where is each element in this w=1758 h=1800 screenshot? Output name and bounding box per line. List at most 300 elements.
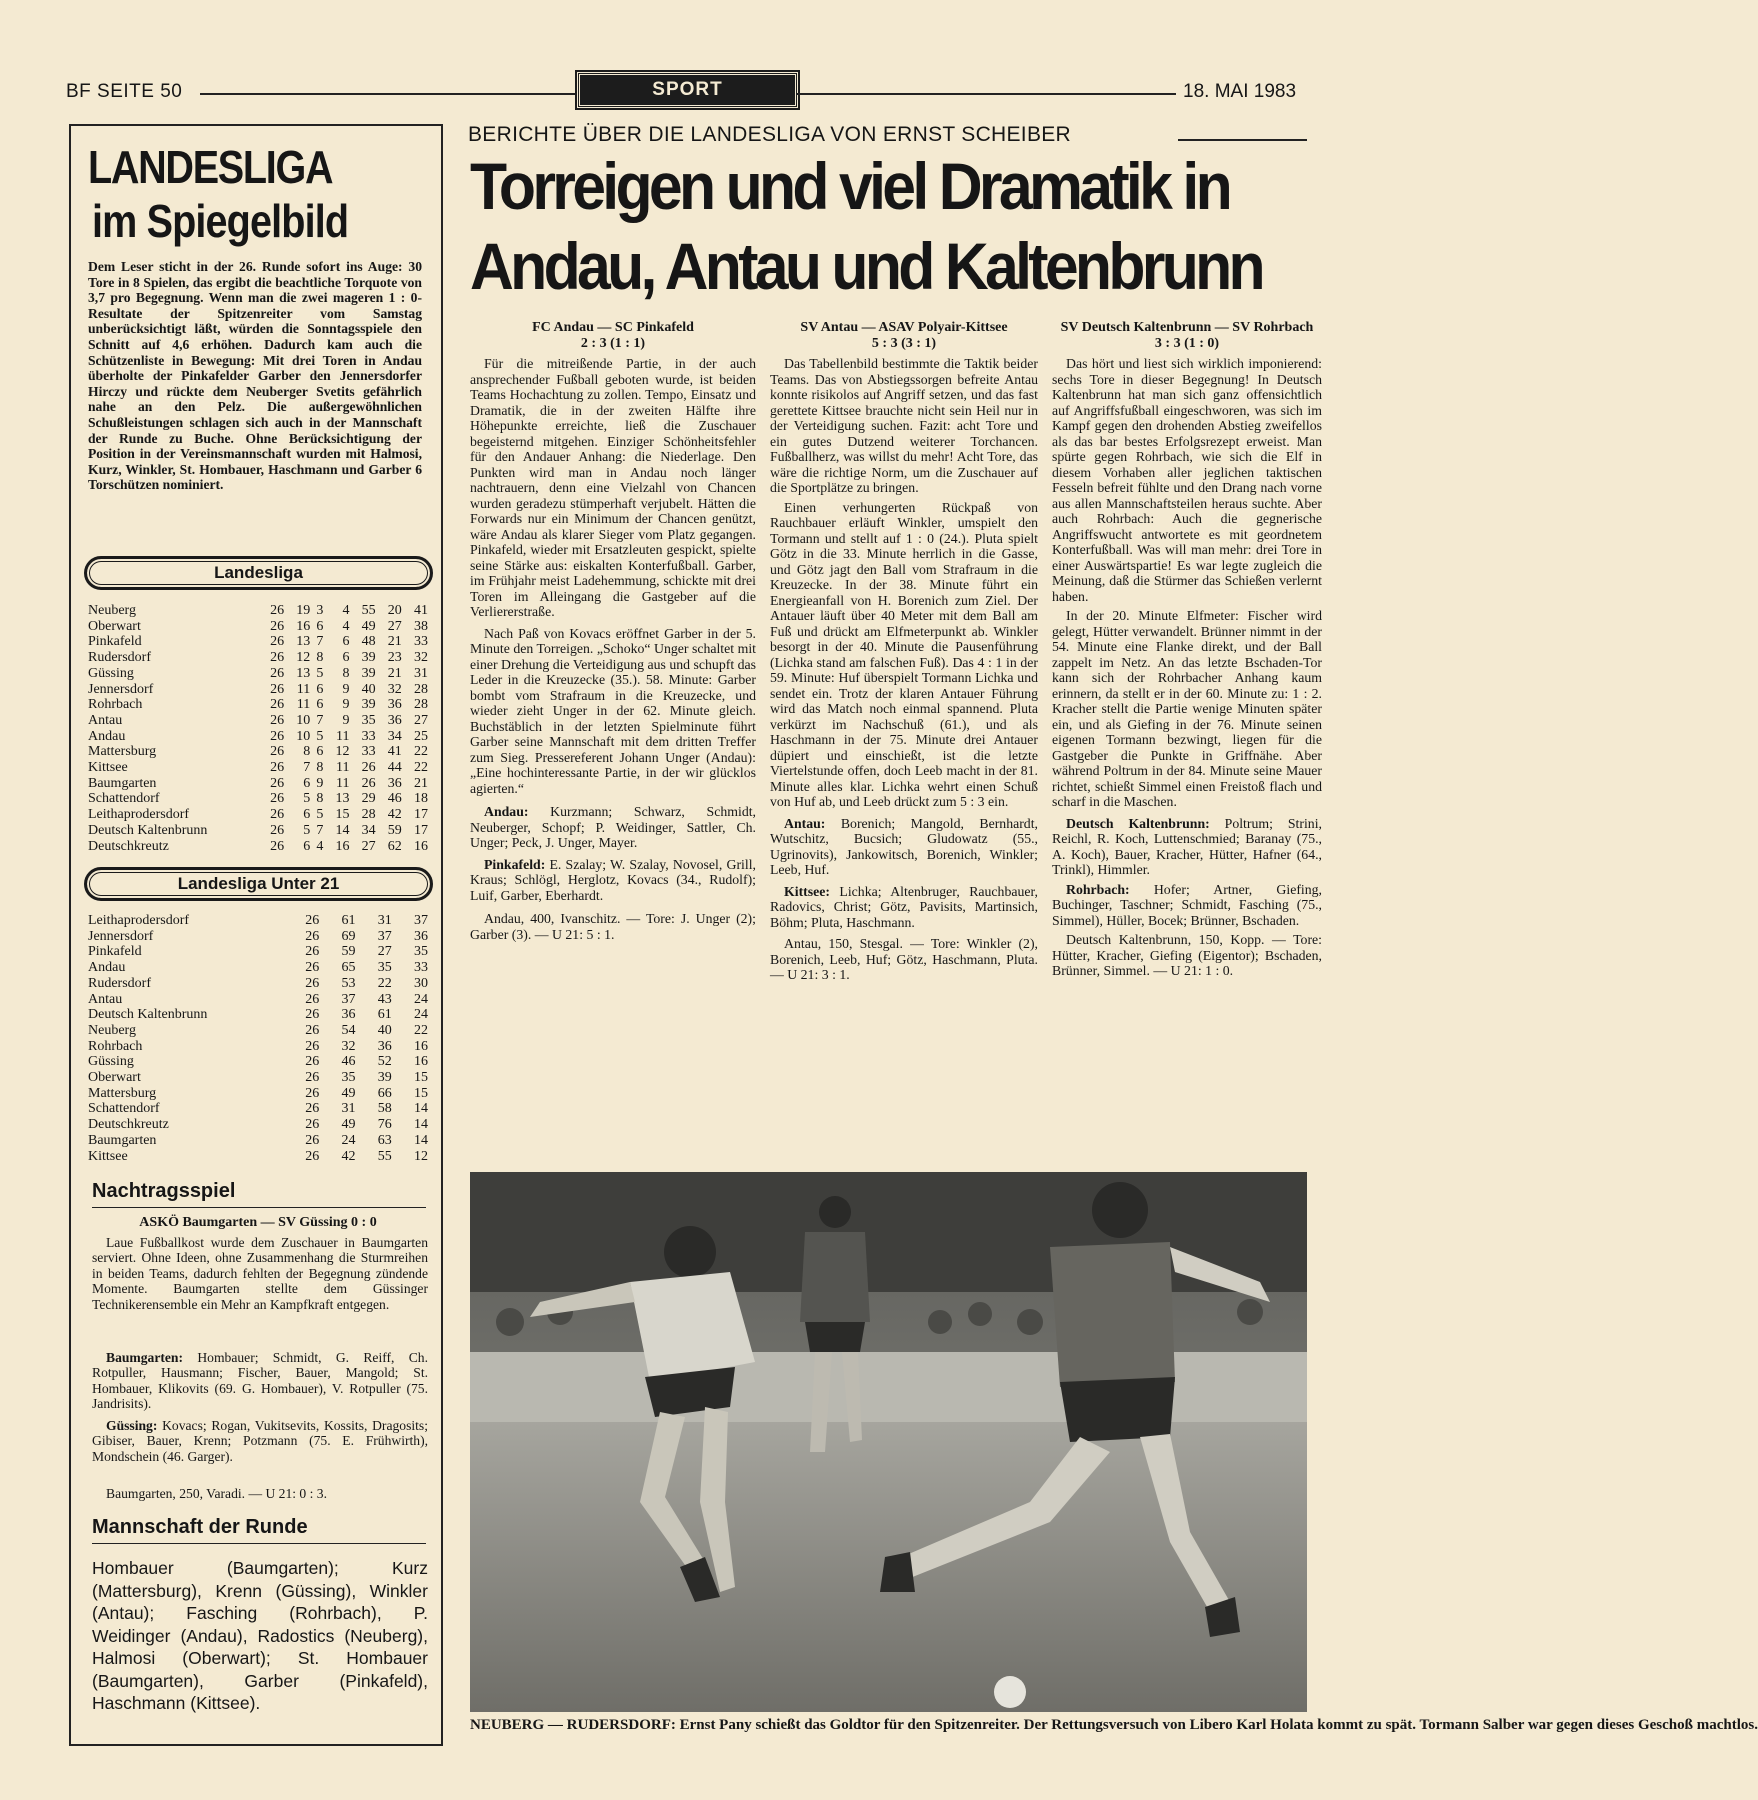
stat-cell: 26: [270, 744, 285, 760]
table-row: [88, 713, 428, 729]
stat-cell: 36: [341, 1007, 356, 1023]
stat-cell: 26: [305, 928, 320, 944]
team-name: Schattendorf: [88, 791, 160, 807]
stat-cell: 36: [387, 697, 402, 713]
table-row: [88, 807, 428, 823]
stat-cell: 4: [316, 838, 324, 854]
stat-cell: 33: [361, 744, 376, 760]
stat-cell: 49: [361, 618, 376, 634]
stat-cell: 6: [303, 775, 311, 791]
stat-cell: 27: [361, 838, 376, 854]
headline-line2: Andau, Antau und Kaltenbrunn: [470, 229, 1262, 303]
table-row: [88, 976, 428, 992]
stat-cell: 26: [361, 775, 376, 791]
stat-cell: 26: [270, 665, 285, 681]
stat-cell: 8: [316, 760, 324, 776]
stat-cell: 35: [414, 944, 428, 960]
stat-cell: 16: [335, 838, 350, 854]
team-name: Rohrbach: [88, 697, 143, 713]
stat-cell: 69: [341, 928, 356, 944]
table-row: [88, 1101, 428, 1117]
stat-cell: 26: [305, 1070, 320, 1086]
stat-cell: 17: [414, 807, 428, 823]
team-name: Deutsch Kaltenbrunn: [88, 1007, 208, 1023]
table-row: [88, 729, 428, 745]
stat-cell: 31: [341, 1101, 356, 1117]
standings-table: [88, 603, 428, 854]
paragraph: In der 20. Minute Elfmeter: Fischer wird gelegt, Hütter verwandelt. Brünner nimmt in der 54. Minute eine Flanke direkt, und der Ball zappelt im Netz. An das letzte Bschaden-Tor kann sich der Rohrbacher Anhang kaum erinnern, da stellt er in der 60. Minute zu: 1 : 2. Kracher stellt die Partie wenige Minuten später ein, und als Giefing in der 76. Minute seinen eigenen Tormann bezwingt, liegen für die Gastgeber die Punkte in Griffnähe. Aber während Poltrum in der 84. Minute seine Mauer richtet, schießt Simmel einen Freistoß flach und scharf in die Maschen.: [1052, 608, 1322, 809]
article-kaltenbrunn: [1052, 320, 1322, 1160]
stat-cell: 43: [377, 991, 392, 1007]
stat-cell: 14: [414, 1132, 428, 1148]
match-title: SV Antau — ASAV Polyair-Kittsee: [800, 320, 1008, 335]
lineup-label: Andau:: [484, 804, 529, 819]
team-name: Mattersburg: [88, 1085, 157, 1101]
stat-cell: 26: [270, 760, 285, 776]
photo-caption: NEUBERG — RUDERSDORF: Ernst Pany schießt das Goldtor für den Spitzenreiter. Der Rettungsversuch von Libero Karl Holata kommt zu spät. Tormann Salber war gegen dieses Geschoß machtlos.: [470, 1717, 1758, 1733]
stat-cell: 26: [270, 681, 285, 697]
stat-cell: 4: [342, 618, 350, 634]
match-result: 5 : 3 (3 : 1): [871, 336, 937, 351]
stat-cell: 19: [296, 603, 311, 618]
stat-cell: 11: [296, 697, 311, 713]
stat-cell: 10: [296, 712, 311, 728]
stat-cell: 30: [414, 975, 428, 991]
stat-cell: 26: [270, 634, 285, 650]
stat-cell: 6: [316, 618, 324, 634]
stat-cell: 3: [316, 603, 324, 618]
header-rule-left: [200, 93, 576, 95]
nachtrag-match: ASKÖ Baumgarten — SV Güssing 0 : 0: [139, 1215, 377, 1230]
stat-cell: 26: [305, 1101, 320, 1117]
team-name: Oberwart: [88, 1070, 141, 1086]
stat-cell: 27: [377, 944, 392, 960]
stat-cell: 52: [377, 1054, 392, 1070]
stat-cell: 6: [342, 634, 350, 650]
stat-cell: 15: [414, 1070, 428, 1086]
stat-cell: 31: [377, 913, 392, 928]
stat-cell: 26: [305, 1038, 320, 1054]
team-name: Baumgarten: [88, 775, 157, 791]
sidebar-title-line1: LANDESLIGA: [88, 141, 333, 193]
stat-cell: 35: [377, 960, 392, 976]
stat-cell: 27: [414, 712, 428, 728]
stat-cell: 26: [305, 960, 320, 976]
article-antau: [770, 320, 1038, 983]
article-andau: [470, 320, 756, 942]
stat-cell: 32: [387, 681, 402, 697]
lineup-players: Borenich; Mangold, Bernhardt, Wutschitz, Bucsich; Gludowatz (55., Ugrinovits), Jankowitsch, Borenich, Winkler; Leeb, Huf.: [770, 815, 1038, 877]
stat-cell: 12: [414, 1148, 428, 1164]
stat-cell: 26: [305, 1022, 320, 1038]
stat-cell: 59: [341, 944, 356, 960]
stat-cell: 26: [270, 650, 285, 666]
stat-cell: 26: [305, 1085, 320, 1101]
paragraph: Nach Paß von Kovacs eröffnet Garber in der 5. Minute den Torreigen. „Schoko“ Unger schaltet mit einer Drehung die Verteidigung aus und schupft das Leder in die Kreuzecke (35.). 58. Minute: Garber bombt vom Strafraum in die Kreuzecke, und wieder zieht Unger in der 62. Minute gleich. Buchstäblich in der letzten Spielminute führt Garber seine Mannschaft mit dem dritten Treffer zum Sieg. Pressereferent Johann Unger (Andau): „Eine hochinteressante Partie, in der wir glücklos agierten.“: [470, 625, 756, 796]
lineup-players: Hombauer; Schmidt, G. Reiff, Ch. Rotpuller, Hausmann; Fischer, Bauer, Mangold; St. Hombauer, Klikovits (69. G. Hombauer), V. Rotpuller (75. Jandrisits).: [92, 1350, 428, 1412]
mdr-rule: [92, 1543, 426, 1544]
headline-line1: Torreigen und viel Dramatik in: [470, 149, 1229, 223]
sidebar-title-line2: im Spiegelbild: [92, 195, 349, 247]
stat-cell: 26: [270, 807, 285, 823]
stat-cell: 34: [387, 728, 402, 744]
stat-cell: 24: [341, 1132, 356, 1148]
table-row: [88, 791, 428, 807]
mdr-text: Hombauer (Baumgarten); Kurz (Mattersburg), Krenn (Güssing), Winkler (Antau); Fasching (Rohrbach), P. Weidinger (Andau), Radostics (Neuberg), Halmosi (Oberwart); St. Hombauer (Baumgarten), Garber (Pinkafeld), Haschmann (Kittsee).: [92, 1558, 428, 1713]
table-row: [88, 944, 428, 960]
team-name: Kittsee: [88, 760, 128, 776]
match-result: 3 : 3 (1 : 0): [1154, 336, 1220, 351]
team-name: Pinkafeld: [88, 944, 142, 960]
stat-cell: 32: [341, 1038, 356, 1054]
match-footer: Deutsch Kaltenbrunn, 150, Kopp. — Tore: Hütter, Kracher, Giefing (Eigentor); Bschaden, Brünner, Simmel. — U 21: 1 : 0.: [1052, 932, 1322, 978]
stat-cell: 46: [341, 1054, 356, 1070]
stat-cell: 61: [377, 1007, 392, 1023]
stat-cell: 54: [341, 1022, 356, 1038]
team-name: Antau: [88, 991, 123, 1007]
lineup-label: Antau:: [784, 815, 826, 831]
lineup: [470, 804, 756, 851]
stat-cell: 26: [305, 1007, 320, 1023]
stat-cell: 21: [387, 665, 402, 681]
team-name: Leithaprodersdorf: [88, 913, 190, 928]
stat-cell: 32: [414, 650, 428, 666]
stat-cell: 26: [361, 760, 376, 776]
lineup-players: Hofer; Artner, Giefing, Buchinger, Taschner; Schmidt, Fasching (75., Simmel), Hüller, Bocek; Brünner, Bschaden.: [1052, 881, 1322, 928]
section-label: SPORT: [577, 72, 798, 108]
stat-cell: 44: [387, 760, 402, 776]
table-row: [88, 603, 428, 619]
match-result: 2 : 3 (1 : 1): [580, 336, 646, 351]
stat-cell: 26: [305, 975, 320, 991]
lineup-players: Poltrum; Strini, Reichl, R. Koch, Luttenschmied; Baranay (75., A. Koch), Bauer, Kracher, Hütter, Hafner (64., Trinkl), Himmler.: [1052, 815, 1322, 877]
lineup-label: Güssing:: [106, 1418, 158, 1433]
team-name: Schattendorf: [88, 1101, 160, 1117]
stat-cell: 26: [270, 618, 285, 634]
table2-heading: Landesliga Unter 21: [84, 867, 433, 901]
stat-cell: 11: [336, 760, 350, 776]
lineup-label: Pinkafeld:: [484, 856, 546, 872]
team-name: Mattersburg: [88, 744, 157, 760]
table1-heading: Landesliga: [84, 556, 433, 590]
stat-cell: 11: [296, 681, 311, 697]
stat-cell: 22: [414, 1022, 428, 1038]
table-row: [88, 960, 428, 976]
lineup: [1052, 882, 1322, 929]
team-name: Neuberg: [88, 1022, 136, 1038]
stat-cell: 41: [387, 744, 402, 760]
stat-cell: 53: [341, 975, 356, 991]
table-row: [88, 1149, 428, 1165]
team-name: Deutsch Kaltenbrunn: [88, 822, 208, 838]
stat-cell: 39: [361, 665, 376, 681]
table-row: [88, 839, 428, 855]
stat-cell: 24: [414, 991, 428, 1007]
match-footer: Antau, 150, Stesgal. — Tore: Winkler (2), Borenich, Leeb, Huf; Götz, Haschmann, Pluta. — U 21: 3 : 1.: [770, 936, 1038, 982]
stat-cell: 33: [361, 728, 376, 744]
stat-cell: 9: [316, 775, 324, 791]
kicker-rule: [1178, 139, 1307, 141]
table-row: [88, 1133, 428, 1149]
stat-cell: 9: [342, 681, 350, 697]
nachtrag-heading: Nachtragsspiel: [92, 1180, 236, 1202]
stat-cell: 28: [414, 681, 428, 697]
table-row: [88, 776, 428, 792]
stat-cell: 42: [341, 1148, 356, 1164]
stat-cell: 11: [336, 775, 350, 791]
stat-cell: 29: [361, 791, 376, 807]
table-row: [88, 682, 428, 698]
stat-cell: 66: [377, 1085, 392, 1101]
stat-cell: 6: [303, 807, 311, 823]
stat-cell: 15: [414, 1085, 428, 1101]
stat-cell: 55: [361, 603, 376, 618]
stat-cell: 26: [305, 944, 320, 960]
team-name: Deutschkreutz: [88, 838, 169, 854]
stat-cell: 26: [270, 712, 285, 728]
team-name: Jennersdorf: [88, 928, 154, 944]
lineup: [470, 857, 756, 904]
stat-cell: 21: [387, 634, 402, 650]
paragraph: Für die mitreißende Partie, in der auch ansprechender Fußball geboten wurde, ist beiden Teams Hochachtung zu zollen. Tempo, Einsatz und Dramatik, die in der zweiten Hälfte ihre Höhepunkte erreichte, ließ die Zuschauer begeisternd mitgehen. Einziger Schönheitsfehler für den Andauer Anhang: die Niederlage. Den Punkten wird man in Andau noch länger nachtrauern, denn eine Vielzahl von Chancen wurden geradezu stümperhaft verjubelt. Hätten die Forwards nur ein Minimum der Chancen genützt, wäre Andau als klarer Sieger vom Platz gegangen. Pinkafeld, wieder mit Ersatzleuten gespickt, spielte seine Stärke aus: eiskalten Konterfußball. Garber, im Frühjahr meist Ladehemmung, schickte mit drei Toren im Alleingang die Gastgeber auf die Verliererstraße.: [470, 356, 756, 619]
stat-cell: 22: [414, 744, 428, 760]
stat-cell: 16: [414, 1054, 428, 1070]
stat-cell: 21: [414, 775, 428, 791]
stat-cell: 22: [377, 975, 392, 991]
stat-cell: 18: [414, 791, 428, 807]
stat-cell: 5: [316, 728, 324, 744]
team-name: Neuberg: [88, 603, 136, 618]
stat-cell: 14: [414, 1117, 428, 1133]
nachtrag-footer: Baumgarten, 250, Varadi. — U 21: 0 : 3.: [106, 1486, 327, 1501]
lineup-players: Kovacs; Rogan, Vukitsevits, Kossits, Dragosits; Gibiser, Bauer, Krenn; Potzmann (75. E. Frühwirth), Mondschein (46. Garger).: [92, 1418, 428, 1464]
lineup-players: Lichka; Altenbruger, Rauchbauer, Radovics, Christ; Götz, Pavisits, Martinsich, Böhm; Pluta, Haschmann.: [770, 883, 1038, 930]
stat-cell: 26: [305, 1054, 320, 1070]
stat-cell: 15: [335, 807, 350, 823]
stat-cell: 34: [361, 822, 376, 838]
stat-cell: 6: [316, 697, 324, 713]
stat-cell: 63: [377, 1132, 392, 1148]
stat-cell: 16: [414, 1038, 428, 1054]
stat-cell: 14: [335, 822, 350, 838]
stat-cell: 26: [305, 913, 320, 928]
stat-cell: 26: [305, 991, 320, 1007]
team-name: Rohrbach: [88, 1038, 143, 1054]
table-row: [88, 666, 428, 682]
paragraph: Einen verhungerten Rückpaß von Rauchbauer erläuft Winkler, umspielt den Tormann und stellt auf 1 : 0 (24.). Pluta spielt Götz in die 33. Minute herrlich in die Gasse, und Götz jagt den Ball vom Strafraum in die Kreuzecke. In der 38. Minute führt ein Energieanfall von H. Borenich zum Ziel. Der Antauer läuft über 40 Meter mit dem Ball am Fuß und drückt am Elfmeterpunkt ab. Winkler besorgt in der 40. Minute die Pausenführung (Lichka stand am falschen Fuß). Das 4 : 1 in der 59. Minute: Huf überspielt Tormann Lichka und sendet ein. Trotz der klaren Antauer Führung wird das Match noch einmal spannend. Pluta verkürzt im Nachschuß (61.), und als Haschmann in der 75. Minute drei Antauer düpiert und einschießt, ist die letzte Viertelstunde offen, doch Leeb macht in der 81. Minute alles klar. Lichka wehrt einen Schuß von Huf ab, und Leeb drückt zum 5 : 3 ein.: [770, 499, 1038, 809]
stat-cell: 28: [361, 807, 376, 823]
nachtrag-rule: [92, 1207, 426, 1208]
lineup: [770, 884, 1038, 931]
mdr-heading: Mannschaft der Runde: [92, 1516, 308, 1538]
lineup-label: Deutsch Kaltenbrunn:: [1066, 815, 1210, 831]
table-row: [88, 760, 428, 776]
stat-cell: 22: [414, 760, 428, 776]
stat-cell: 28: [414, 697, 428, 713]
table-row: [88, 744, 428, 760]
stat-cell: 8: [316, 650, 324, 666]
stat-cell: 5: [316, 807, 324, 823]
match-title: FC Andau — SC Pinkafeld: [532, 320, 694, 335]
stat-cell: 49: [341, 1117, 356, 1133]
stat-cell: 8: [303, 744, 311, 760]
lineup-label: Kittsee:: [784, 883, 830, 899]
stat-cell: 8: [316, 791, 324, 807]
team-name: Jennersdorf: [88, 681, 154, 697]
lineup-label: Rohrbach:: [1066, 881, 1130, 897]
stat-cell: 14: [414, 1101, 428, 1117]
paragraph: Das hört und liest sich wirklich imponierend: sechs Tore in dieser Begegnung! In Deutsch Kaltenbrunn hat man sich ganz offensichtlich auf Angriffsfußball eingeschworen, was sich im Kampf gegen den drohenden Abstieg zweifellos als das bar bestes Erfolgsrezept erweist. Man spürte gegen Rohrbach, wie sich die Elf in diesem Vorhaben aller jeglichen taktischen Fesseln befreit fühlte und den Drang nach vorne aus allen Mannschaftsteilen heraus suchte. Aber auch Rohrbach: Auch die gegnerische Angriffswucht antwortete es mit geordnetem Konterfußball. Was will man mehr: drei Tore in einer Auswärtspartie! Es war legte zugleich die Meinung, daß die Stürmer das Schießen verlernt haben.: [1052, 356, 1322, 604]
table-row: [88, 992, 428, 1008]
nachtrag-lineup-guessing: [92, 1418, 428, 1464]
stat-cell: 37: [377, 928, 392, 944]
stat-cell: 36: [387, 712, 402, 728]
stat-cell: 12: [296, 650, 311, 666]
stat-cell: 13: [296, 634, 311, 650]
issue-date: 18. MAI 1983: [1183, 81, 1297, 102]
stat-cell: 5: [316, 665, 324, 681]
stat-cell: 11: [336, 728, 350, 744]
stat-cell: 26: [305, 1148, 320, 1164]
stat-cell: 40: [361, 681, 376, 697]
stat-cell: 9: [342, 697, 350, 713]
stat-cell: 26: [270, 838, 285, 854]
table-row: [88, 1007, 428, 1023]
stat-cell: 8: [342, 665, 350, 681]
team-name: Deutschkreutz: [88, 1117, 169, 1133]
table-row: [88, 1070, 428, 1086]
stat-cell: 31: [414, 665, 428, 681]
stat-cell: 9: [342, 712, 350, 728]
stat-cell: 26: [270, 728, 285, 744]
stat-cell: 20: [387, 603, 402, 618]
stat-cell: 76: [377, 1117, 392, 1133]
team-name: Baumgarten: [88, 1132, 157, 1148]
stat-cell: 39: [377, 1070, 392, 1086]
table-row: [88, 619, 428, 635]
stat-cell: 26: [305, 1132, 320, 1148]
stat-cell: 6: [316, 744, 324, 760]
photo-illustration: [470, 1172, 1307, 1712]
stat-cell: 38: [414, 618, 428, 634]
stat-cell: 25: [414, 728, 428, 744]
header-rule-right: [796, 93, 1176, 95]
stat-cell: 41: [414, 603, 428, 618]
stat-cell: 49: [341, 1085, 356, 1101]
stat-cell: 6: [303, 838, 311, 854]
stat-cell: 36: [387, 775, 402, 791]
page-number: BF SEITE 50: [66, 81, 183, 102]
match-footer: Andau, 400, Ivanschitz. — Tore: J. Unger (2); Garber (3). — U 21: 5 : 1.: [470, 911, 756, 942]
team-name: Andau: [88, 960, 126, 976]
stat-cell: 39: [361, 650, 376, 666]
lineup: [770, 816, 1038, 878]
stat-cell: 16: [296, 618, 311, 634]
stat-cell: 6: [316, 681, 324, 697]
stat-cell: 26: [270, 697, 285, 713]
stat-cell: 16: [414, 838, 428, 854]
stat-cell: 35: [341, 1070, 356, 1086]
stat-cell: 55: [377, 1148, 392, 1164]
stat-cell: 40: [377, 1022, 392, 1038]
stat-cell: 37: [414, 913, 428, 928]
team-name: Rudersdorf: [88, 975, 151, 991]
nachtrag-text: Laue Fußballkost wurde dem Zuschauer in Baumgarten serviert. Ohne Ideen, ohne Zusammenhang die Sturmreihen in beiden Teams, dadurch fehlten der Begegnung zündende Momente. Baumgarten stellte dem Güssinger Technikerensemble ein Mehr an Kampfkraft entgegen.: [92, 1235, 428, 1312]
lineup-label: Baumgarten:: [106, 1350, 184, 1365]
team-name: Antau: [88, 712, 123, 728]
stat-cell: 35: [361, 712, 376, 728]
team-name: Oberwart: [88, 618, 141, 634]
table-row: [88, 1117, 428, 1133]
team-name: Andau: [88, 728, 126, 744]
paragraph: Das Tabellenbild bestimmte die Taktik beider Teams. Das von Abstiegssorgen befreite Antau konnte risikolos auf Angriff setzen, und das fast gerettete Kittsee brauchte nicht sein Heil nur in der Verteidigung suchen. Fazit: acht Tore und ein gutes Dutzend weiterer Torchancen. Fußballherz, was willst du mehr! Acht Tore, das wäre die richtige Norm, um die Zuschauer auf die Sportplätze zu bringen.: [770, 356, 1038, 495]
stat-cell: 26: [270, 822, 285, 838]
stat-cell: 12: [335, 744, 350, 760]
nachtrag-lineup-baumgarten: [92, 1350, 428, 1412]
match-title: SV Deutsch Kaltenbrunn — SV Rohrbach: [1060, 320, 1314, 335]
stat-cell: 24: [414, 1007, 428, 1023]
stat-cell: 62: [387, 838, 402, 854]
table-row: [88, 1039, 428, 1055]
stat-cell: 13: [335, 791, 350, 807]
u21-standings-table: [88, 913, 428, 1164]
team-name: Güssing: [88, 1054, 134, 1070]
lineup-players: Kurzmann; Schwarz, Schmidt, Neuberger, Schopf; P. Weidinger, Sattler, Ch. Unger; Peck, J. Unger, Mayer.: [470, 804, 756, 850]
table-row: [88, 650, 428, 666]
stat-cell: 4: [342, 603, 350, 618]
stat-cell: 61: [341, 913, 356, 928]
stat-cell: 17: [414, 822, 428, 838]
lineup-players: E. Szalay; W. Szalay, Novosel, Grill, Kraus; Schlögl, Herglotz, Kovacs (34., Rudolf); Luif, Garber, Eberhardt.: [470, 856, 756, 903]
lineup: [1052, 816, 1322, 878]
kicker: BERICHTE ÜBER DIE LANDESLIGA VON ERNST SCHEIBER: [468, 123, 1072, 146]
stat-cell: 58: [377, 1101, 392, 1117]
stat-cell: 27: [387, 618, 402, 634]
stat-cell: 39: [361, 697, 376, 713]
table-row: [88, 697, 428, 713]
table-row: [88, 913, 428, 929]
table-row: [88, 1023, 428, 1039]
table-row: [88, 929, 428, 945]
table-row: [88, 823, 428, 839]
stat-cell: 36: [414, 928, 428, 944]
stat-cell: 65: [341, 960, 356, 976]
stat-cell: 23: [387, 650, 402, 666]
stat-cell: 59: [387, 822, 402, 838]
stat-cell: 37: [341, 991, 356, 1007]
stat-cell: 46: [387, 791, 402, 807]
stat-cell: 26: [270, 791, 285, 807]
stat-cell: 13: [296, 665, 311, 681]
stat-cell: 7: [316, 712, 324, 728]
table-row: [88, 634, 428, 650]
team-name: Leithaprodersdorf: [88, 807, 190, 823]
stat-cell: 10: [296, 728, 311, 744]
table-row: [88, 1086, 428, 1102]
stat-cell: 26: [305, 1117, 320, 1133]
stat-cell: 5: [303, 822, 311, 838]
stat-cell: 42: [387, 807, 402, 823]
team-name: Pinkafeld: [88, 634, 142, 650]
stat-cell: 36: [377, 1038, 392, 1054]
stat-cell: 33: [414, 634, 428, 650]
stat-cell: 7: [316, 634, 324, 650]
match-photo: [470, 1172, 1307, 1712]
stat-cell: 7: [303, 760, 311, 776]
team-name: Rudersdorf: [88, 650, 151, 666]
stat-cell: 6: [342, 650, 350, 666]
stat-cell: 26: [270, 775, 285, 791]
